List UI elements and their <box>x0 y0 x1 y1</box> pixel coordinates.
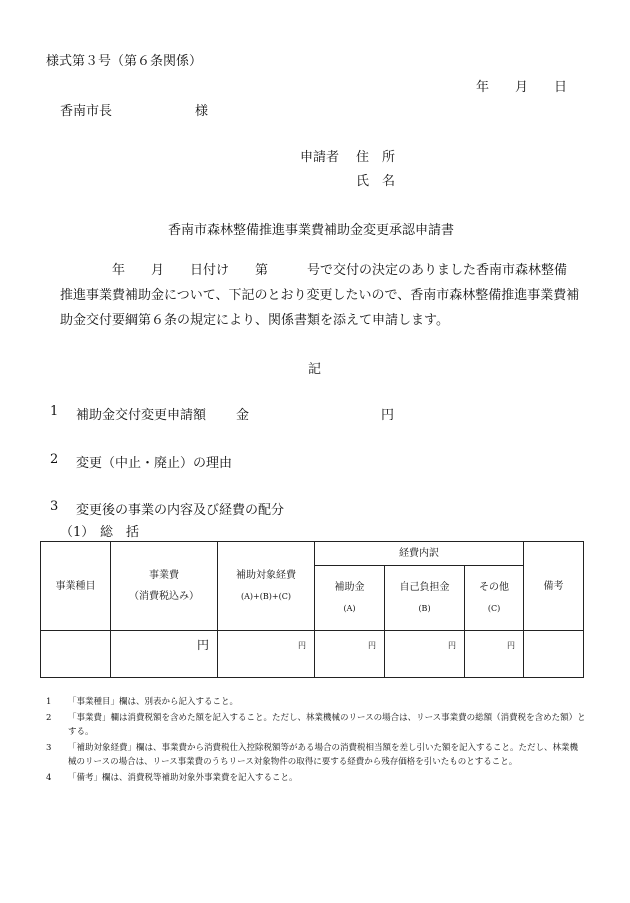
item3-label: 変更後の事業の内容及び経費の配分 <box>76 503 285 518</box>
cell-biko[interactable] <box>524 631 584 678</box>
address-label: 住 所 <box>356 150 396 165</box>
table-row <box>41 631 584 678</box>
date-line: 年 月 日 <box>476 80 568 95</box>
header-hojo-taisho <box>218 542 315 631</box>
header-biko: 備考 <box>524 542 584 631</box>
header-sonota-line1: その他 <box>479 582 510 593</box>
yen-unit: 円 <box>368 641 376 650</box>
yen-unit: 円 <box>448 641 456 650</box>
body-line: 年 月 日付け 第 号で交付の決定のありました香南市森林整備 <box>60 263 568 278</box>
note-number: 3 <box>46 743 52 753</box>
header-hojokin-line2: (A) <box>343 604 356 613</box>
header-hojokin <box>315 566 385 631</box>
item3-number: 3 <box>50 499 59 514</box>
note-item <box>46 771 586 785</box>
addressee: 香南市長 <box>60 104 113 119</box>
item1-number: 1 <box>50 404 59 419</box>
item2-label: 変更（中止・廃止）の理由 <box>76 456 233 471</box>
honorific: 様 <box>195 104 209 119</box>
item1-kin: 金 <box>236 408 250 423</box>
note-item <box>46 695 586 709</box>
header-jigyohi-line1: 事業費 <box>149 570 179 581</box>
header-jiko-line2: (B) <box>418 604 431 613</box>
note-number: 1 <box>46 697 52 707</box>
note-text: 「事業費」欄は消費税額を含めた額を記入すること。ただし、林業機械のリースの場合は、リース事業費の総額（消費税を含めた額）とする。 <box>68 713 586 737</box>
summary-table <box>40 541 584 678</box>
yen-unit: 円 <box>196 638 209 652</box>
ki-label: 記 <box>308 362 322 377</box>
item1-label: 補助金交付変更申請額 <box>76 408 207 423</box>
sub1-label: 総 括 <box>100 525 140 540</box>
yen-unit: 円 <box>507 641 516 650</box>
item2-number: 2 <box>50 452 59 467</box>
body-paragraph <box>60 258 580 333</box>
header-jiko <box>385 566 465 631</box>
body-line: 助金交付要綱第６条の規定により、関係書類を添えて申請します。 <box>60 313 449 328</box>
name-label: 氏 名 <box>356 174 396 189</box>
cell-hojokin[interactable] <box>315 631 385 678</box>
note-number: 4 <box>46 773 52 783</box>
header-hojo-line2: (A)+(B)+(C) <box>241 592 291 601</box>
item1-yen: 円 <box>381 408 395 423</box>
header-hojokin-line1: 補助金 <box>334 582 365 593</box>
applicant-label: 申請者 <box>300 150 340 165</box>
notes <box>46 695 586 787</box>
yen-unit: 円 <box>298 641 306 650</box>
note-text: 「補助対象経費」欄は、事業費から消費税仕入控除税額等がある場合の消費税相当額を差し引いた額を記入すること。ただし、林業機械のリースの場合は、リース事業費のうちリース対象物件の取得に要する経費から残存価格を引いたものとすること。 <box>68 743 579 767</box>
cell-hojo-taisho[interactable] <box>218 631 315 678</box>
cell-jiko[interactable] <box>385 631 465 678</box>
header-sonota-line2: (C) <box>487 604 501 613</box>
header-jigyohi <box>111 542 218 631</box>
document-title: 香南市森林整備推進事業費補助金変更承認申請書 <box>168 223 455 238</box>
cell-sonota[interactable] <box>465 631 524 678</box>
note-text: 「備考」欄は、消費税等補助対象外事業費を記入すること。 <box>68 773 298 783</box>
cell-jigyohi[interactable] <box>111 631 218 678</box>
header-jiko-line1: 自己負担金 <box>399 582 450 593</box>
header-jigyo-shumoku: 事業種目 <box>41 542 111 631</box>
body-line: 推進事業費補助金について、下記のとおり変更したいので、香南市森林整備推進事業費補 <box>60 288 580 303</box>
header-jigyohi-line2: （消費税込み） <box>129 591 199 602</box>
header-hojo-line1: 補助対象経費 <box>236 570 296 581</box>
header-sonota <box>465 566 524 631</box>
note-item <box>46 741 586 769</box>
cell-jigyo-shumoku[interactable] <box>41 631 111 678</box>
sub1-number: （1） <box>60 525 95 540</box>
form-label: 様式第３号（第６条関係） <box>46 54 203 69</box>
table-header-row <box>41 542 584 566</box>
header-keihi-group: 経費内訳 <box>315 542 524 566</box>
note-item <box>46 711 586 739</box>
note-text: 「事業種目」欄は、別表から記入すること。 <box>68 697 239 707</box>
note-number: 2 <box>46 713 52 723</box>
